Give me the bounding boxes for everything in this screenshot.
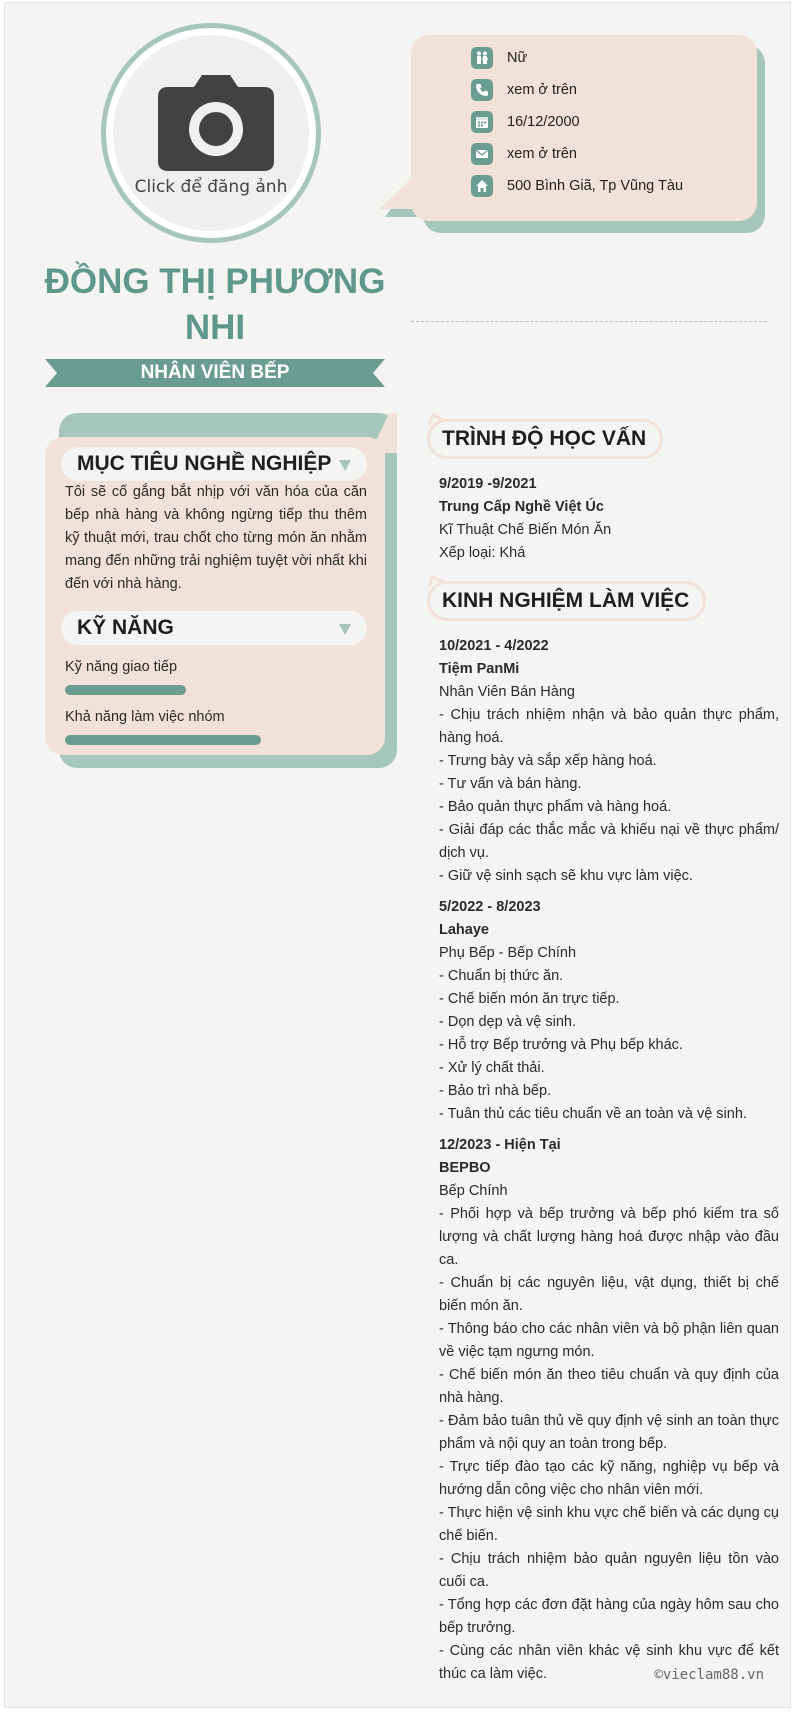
divider: [411, 321, 767, 322]
job-duty: - Thực hiện vệ sinh khu vực chế biến và các dụng cụ chế biến.: [439, 1505, 779, 1544]
job-duty: - Chế biến món ăn theo tiêu chuẩn và quy định của nhà hàng.: [439, 1367, 779, 1406]
experience-item: [439, 896, 779, 1126]
job-company: Lahaye: [439, 922, 489, 938]
contact-card: [411, 35, 757, 221]
contact-email: [471, 141, 577, 167]
job-duty: - Đảm bảo tuân thủ về quy định vệ sinh an toàn thực phẩm và nội quy an toàn trong bếp.: [439, 1413, 779, 1452]
job-company: BEPBO: [439, 1160, 491, 1176]
job-duty: - Chuẩn bị các nguyên liệu, vật dụng, thiết bị chế biến món ăn.: [439, 1275, 779, 1314]
watermark: ©vieclam88.vn: [654, 1667, 764, 1683]
education-school: Trung Cấp Nghề Việt Úc: [439, 499, 604, 515]
job-period: 12/2023 - Hiện Tại: [439, 1137, 561, 1153]
job-role: Phụ Bếp - Bếp Chính: [439, 945, 577, 961]
gender-icon: [471, 47, 493, 69]
skills-heading: KỸ NĂNG: [61, 611, 367, 645]
address-value: 500 Bình Giã, Tp Vũng Tàu: [507, 178, 684, 194]
avatar-placeholder: [113, 35, 309, 231]
contact-birthday: [471, 109, 580, 135]
skill-bar: [65, 735, 367, 745]
job-duty: - Phối hợp và bếp trưởng và bếp phó kiểm tra số lượng và chất lượng hàng hoá được nhập vào đầu ca.: [439, 1206, 779, 1268]
job-duty: - Bảo quản thực phẩm và hàng hoá.: [439, 799, 672, 815]
experience-list: [439, 635, 779, 1686]
job-duty: - Giữ vệ sinh sạch sẽ khu vực làm việc.: [439, 868, 693, 884]
job-duty: - Tuân thủ các tiêu chuẩn về an toàn và vệ sinh.: [439, 1106, 747, 1122]
experience-heading: KINH NGHIỆM LÀM VIỆC: [427, 581, 706, 621]
contact-phone: [471, 77, 577, 103]
experience-item: [439, 635, 779, 888]
education-major: Kĩ Thuật Chế Biến Món Ăn: [439, 522, 612, 538]
education-heading: TRÌNH ĐỘ HỌC VẤN: [427, 419, 663, 459]
camera-icon: [156, 73, 276, 173]
triangle-down-icon: [339, 460, 351, 471]
job-duty: - Trực tiếp đào tạo các kỹ năng, nghiệp vụ bếp và hướng dẫn công việc cho nhân viên mới.: [439, 1459, 779, 1498]
job-duty: - Tổng hợp các đơn đặt hàng của ngày hôm sau cho bếp trưởng.: [439, 1597, 779, 1636]
upload-photo-label: Click để đăng ảnh: [134, 177, 288, 197]
objective-text: Tôi sẽ cố gắng bắt nhịp với văn hóa của căn bếp nhà hàng và không ngừng tiếp thu thêm kỹ thuật mới, trau chốt cho từng món ăn nhằm mang đến những trải nghiệm tuyệt vời nhất khi đến với nhà hàng.: [65, 484, 367, 592]
skill-fill: [65, 685, 186, 695]
job-position: NHÂN VIÊN BẾP: [140, 362, 290, 383]
job-duty: - Thông báo cho các nhân viên và bộ phận liên quan về việc tạm ngưng món.: [439, 1321, 779, 1360]
avatar-upload[interactable]: [101, 23, 321, 243]
calendar-icon: [471, 111, 493, 133]
contact-gender: [471, 45, 527, 71]
candidate-name: ĐỒNG THỊ PHƯƠNG NHI: [44, 262, 386, 347]
email-value: xem ở trên: [507, 146, 577, 162]
phone-icon: [471, 79, 493, 101]
gender-value: Nữ: [507, 50, 528, 66]
job-duty: - Cùng các nhân viên khác vệ sinh khu vực để kết thúc ca làm việc.: [439, 1643, 779, 1682]
job-duty: - Xử lý chất thải.: [439, 1060, 545, 1076]
objective-heading: MỤC TIÊU NGHỀ NGHIỆP: [61, 447, 367, 481]
triangle-down-icon: [339, 624, 351, 635]
skill-label: Khả năng làm việc nhóm: [65, 709, 225, 725]
education-block: [439, 473, 779, 565]
experience-item: [439, 1134, 779, 1686]
job-duty: - Hỗ trợ Bếp trưởng và Phụ bếp khác.: [439, 1037, 683, 1053]
job-role: Nhân Viên Bán Hàng: [439, 684, 575, 700]
job-period: 5/2022 - 8/2023: [439, 899, 541, 915]
job-duty: - Giải đáp các thắc mắc và khiếu nại về thực phẩm/ dịch vụ.: [439, 822, 779, 861]
education-period: 9/2019 -9/2021: [439, 476, 537, 492]
contact-address: [471, 173, 683, 199]
skill-label: Kỹ năng giao tiếp: [65, 659, 178, 675]
home-icon: [471, 175, 493, 197]
job-duty: - Chịu trách nhiệm nhận và bảo quản thực phẩm, hàng hoá.: [439, 707, 779, 746]
job-duty: - Chế biến món ăn trực tiếp.: [439, 991, 620, 1007]
job-role: Bếp Chính: [439, 1183, 508, 1199]
job-duty: - Bảo trì nhà bếp.: [439, 1083, 552, 1099]
job-duty: - Tư vấn và bán hàng.: [439, 776, 582, 792]
job-company: Tiệm PanMi: [439, 661, 520, 677]
skill-fill: [65, 735, 261, 745]
job-duty: - Chịu trách nhiệm bảo quản nguyên liệu tồn vào cuối ca.: [439, 1551, 779, 1590]
birthday-value: 16/12/2000: [507, 114, 580, 130]
mail-icon: [471, 143, 493, 165]
job-duty: - Chuẩn bị thức ăn.: [439, 968, 564, 984]
skill-bar: [65, 685, 367, 695]
education-grade: Xếp loại: Khá: [439, 545, 526, 561]
phone-value: xem ở trên: [507, 82, 577, 98]
job-period: 10/2021 - 4/2022: [439, 638, 549, 654]
job-duty: - Trưng bày và sắp xếp hàng hoá.: [439, 753, 657, 769]
cv-page: [4, 2, 791, 1708]
job-duty: - Dọn dẹp và vệ sinh.: [439, 1014, 577, 1030]
